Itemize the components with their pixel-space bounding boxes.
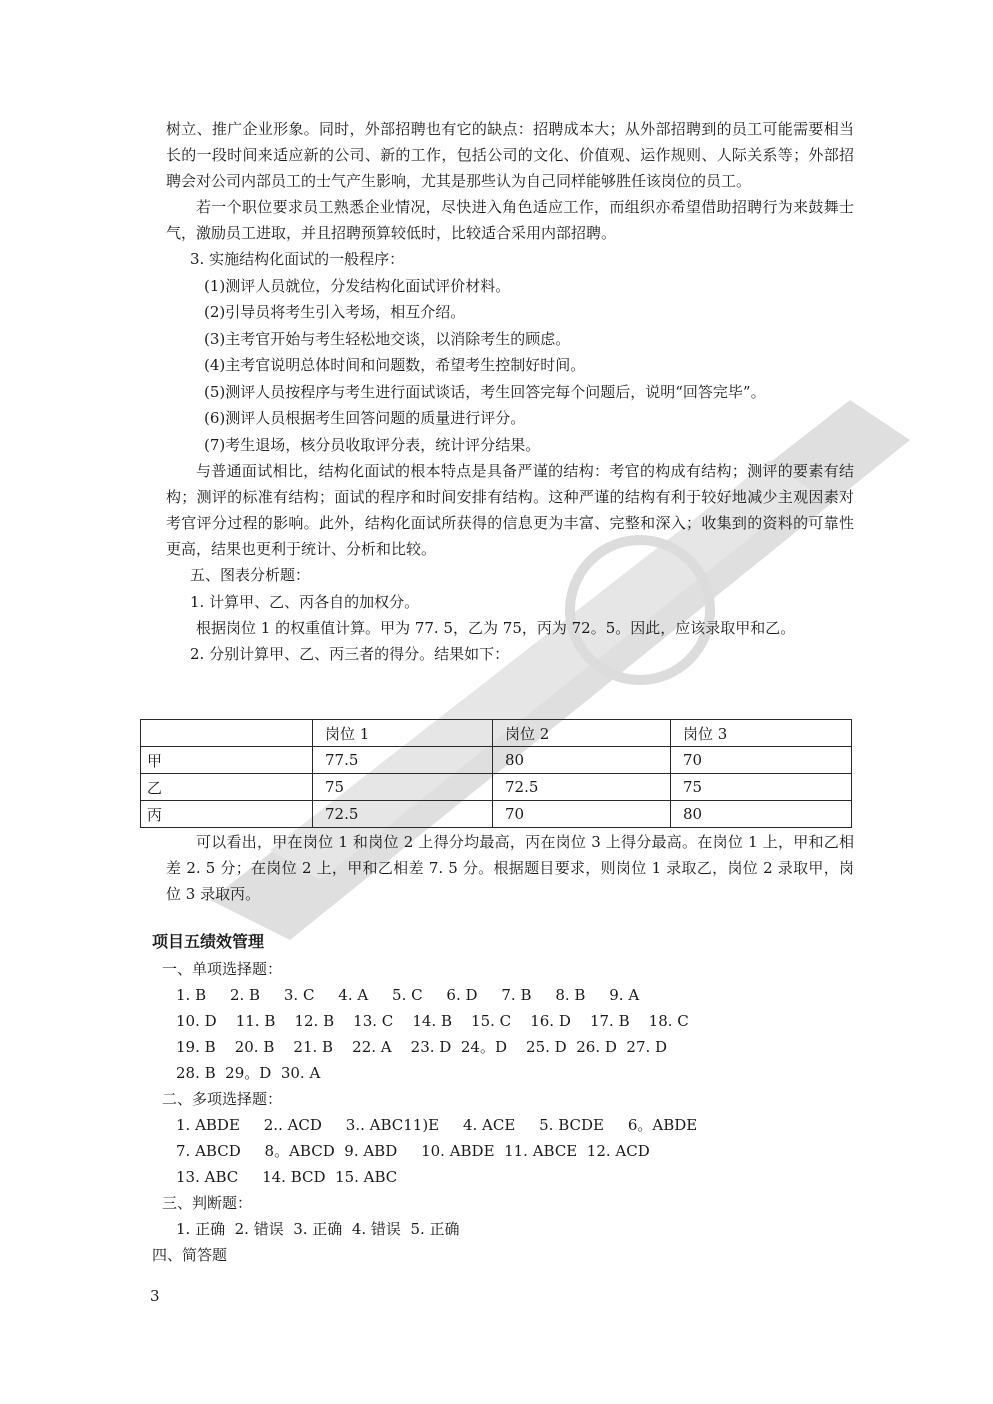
procedure-step: (6)测评人员根据考生回答问题的质量进行评分。 (204, 409, 526, 427)
answer-1: 根据岗位 1 的权重值计算。甲为 77. 5，乙为 75，丙为 72。5。因此，应该录取甲和乙。 (196, 619, 796, 637)
table-row (141, 747, 852, 774)
answer-row: 1. B 2. B 3. C 4. A 5. C 6. D 7. B 8. B 9. A (176, 986, 640, 1004)
paragraph-internal-recruit: 若一个职位要求员工熟悉企业情况，尽快进入角色适应工作，而组织亦希望借助招聘行为来鼓舞士气，激励员工进取，并且招聘预算较低时，比较适合采用内部招聘。 (166, 198, 854, 242)
table-header-cell: 岗位 1 (313, 720, 493, 747)
conclusion-paragraph: 可以看出，甲在岗位 1 和岗位 2 上得分均最高，丙在岗位 3 上得分最高。在岗位 1 上，甲和乙相差 2. 5 分；在岗位 2 上，甲和乙相差 7. 5 分。根据题目要求，则岗位 1 录取乙，岗位 2 录取甲，岗位 3 录取丙。 (166, 833, 854, 903)
answer-row: 28. B 29。D 30. A (176, 1064, 321, 1082)
top-content (166, 116, 854, 668)
conclusion-block (166, 829, 854, 907)
table-cell: 甲 (141, 747, 313, 774)
table-cell: 72.5 (313, 801, 493, 828)
paragraph-external-recruit: 树立、推广企业形象。同时，外部招聘也有它的缺点：招聘成本大；从外部招聘到的员工可能需要相当长的一段时间来适应新的公司、新的工作，包括公司的文化、价值观、运作规则、人际关系等；外部招聘会对公司内部员工的士气产生影响，尤其是那些认为自己同样能够胜任该岗位的员工。 (166, 120, 854, 190)
table-row (141, 801, 852, 828)
table-header-row (141, 720, 852, 747)
section-title: 项目五绩效管理 (152, 932, 265, 951)
table-header-cell: 岗位 2 (493, 720, 671, 747)
procedure-step: (3)主考官开始与考生轻松地交谈，以消除考生的顾虑。 (204, 329, 571, 348)
answer-row: 13. ABC 14. BCD 15. ABC (176, 1168, 398, 1186)
paragraph-structure: 与普通面试相比，结构化面试的根本特点是具备严谨的结构：考官的构成有结构；测评的要素有结构；测评的标准有结构；面试的程序和时间安排有结构。这种严谨的结构有利于较好地减少主观因素对考官评分过程的影响。此外，结构化面试所获得的信息更为丰富、完整和深入；收集到的资料的可靠性更高，结果也更利于统计、分析和比较。 (166, 462, 854, 558)
table-cell: 丙 (141, 801, 313, 828)
judge-heading: 三、判断题： (162, 1194, 253, 1212)
page-number: 3 (150, 1287, 160, 1305)
multi-choice-heading: 二、多项选择题： (162, 1090, 283, 1108)
table-cell: 75 (313, 774, 493, 801)
table-cell: 80 (671, 801, 852, 828)
table-cell: 70 (671, 747, 852, 774)
procedure-heading: 3. 实施结构化面试的一般程序： (190, 250, 405, 268)
question-2: 2. 分别计算甲、乙、丙三者的得分。结果如下： (190, 645, 510, 663)
procedure-step: (2)引导员将考生引入考场，相互介绍。 (204, 303, 466, 321)
chart-section-heading: 五、图表分析题： (190, 566, 311, 584)
answer-row: 19. B 20. B 21. B 22. A 23. D 24。D 25. D 26. D 27. D (176, 1038, 668, 1056)
project5-section (152, 928, 852, 1268)
procedure-step: (7)考生退场，核分员收取评分表，统计评分结果。 (204, 435, 541, 454)
procedure-step: (1)测评人员就位，分发结构化面试评价材料。 (204, 276, 511, 295)
table-header-cell: 岗位 3 (671, 720, 852, 747)
table-cell: 75 (671, 774, 852, 801)
answer-row: 7. ABCD 8。ABCD 9. ABD 10. ABDE 11. ABCE 12. ACD (176, 1142, 650, 1160)
question-1: 1. 计算甲、乙、丙各自的加权分。 (190, 592, 420, 611)
table-cell: 70 (493, 801, 671, 828)
table-header-cell (141, 720, 313, 747)
table-cell: 乙 (141, 774, 313, 801)
answer-row: 1. 正确 2. 错误 3. 正确 4. 错误 5. 正确 (176, 1220, 460, 1238)
table-row (141, 774, 852, 801)
table-cell: 77.5 (313, 747, 493, 774)
score-table (140, 719, 852, 828)
table-cell: 80 (493, 747, 671, 774)
table-cell: 72.5 (493, 774, 671, 801)
procedure-step: (5)测评人员按程序与考生进行面试谈话，考生回答完每个问题后，说明“回答完毕”。 (204, 382, 766, 401)
answer-row: 10. D 11. B 12. B 13. C 14. B 15. C 16. D 17. B 18. C (176, 1012, 689, 1030)
answer-row: 1. ABDE 2.. ACD 3.. ABC11)E 4. ACE 5. BCDE 6。ABDE (176, 1116, 698, 1134)
procedure-step: (4)主考官说明总体时间和问题数，希望考生控制好时间。 (204, 356, 586, 374)
single-choice-heading: 一、单项选择题： (162, 960, 283, 978)
short-answer-heading: 四、简答题 (152, 1246, 228, 1264)
